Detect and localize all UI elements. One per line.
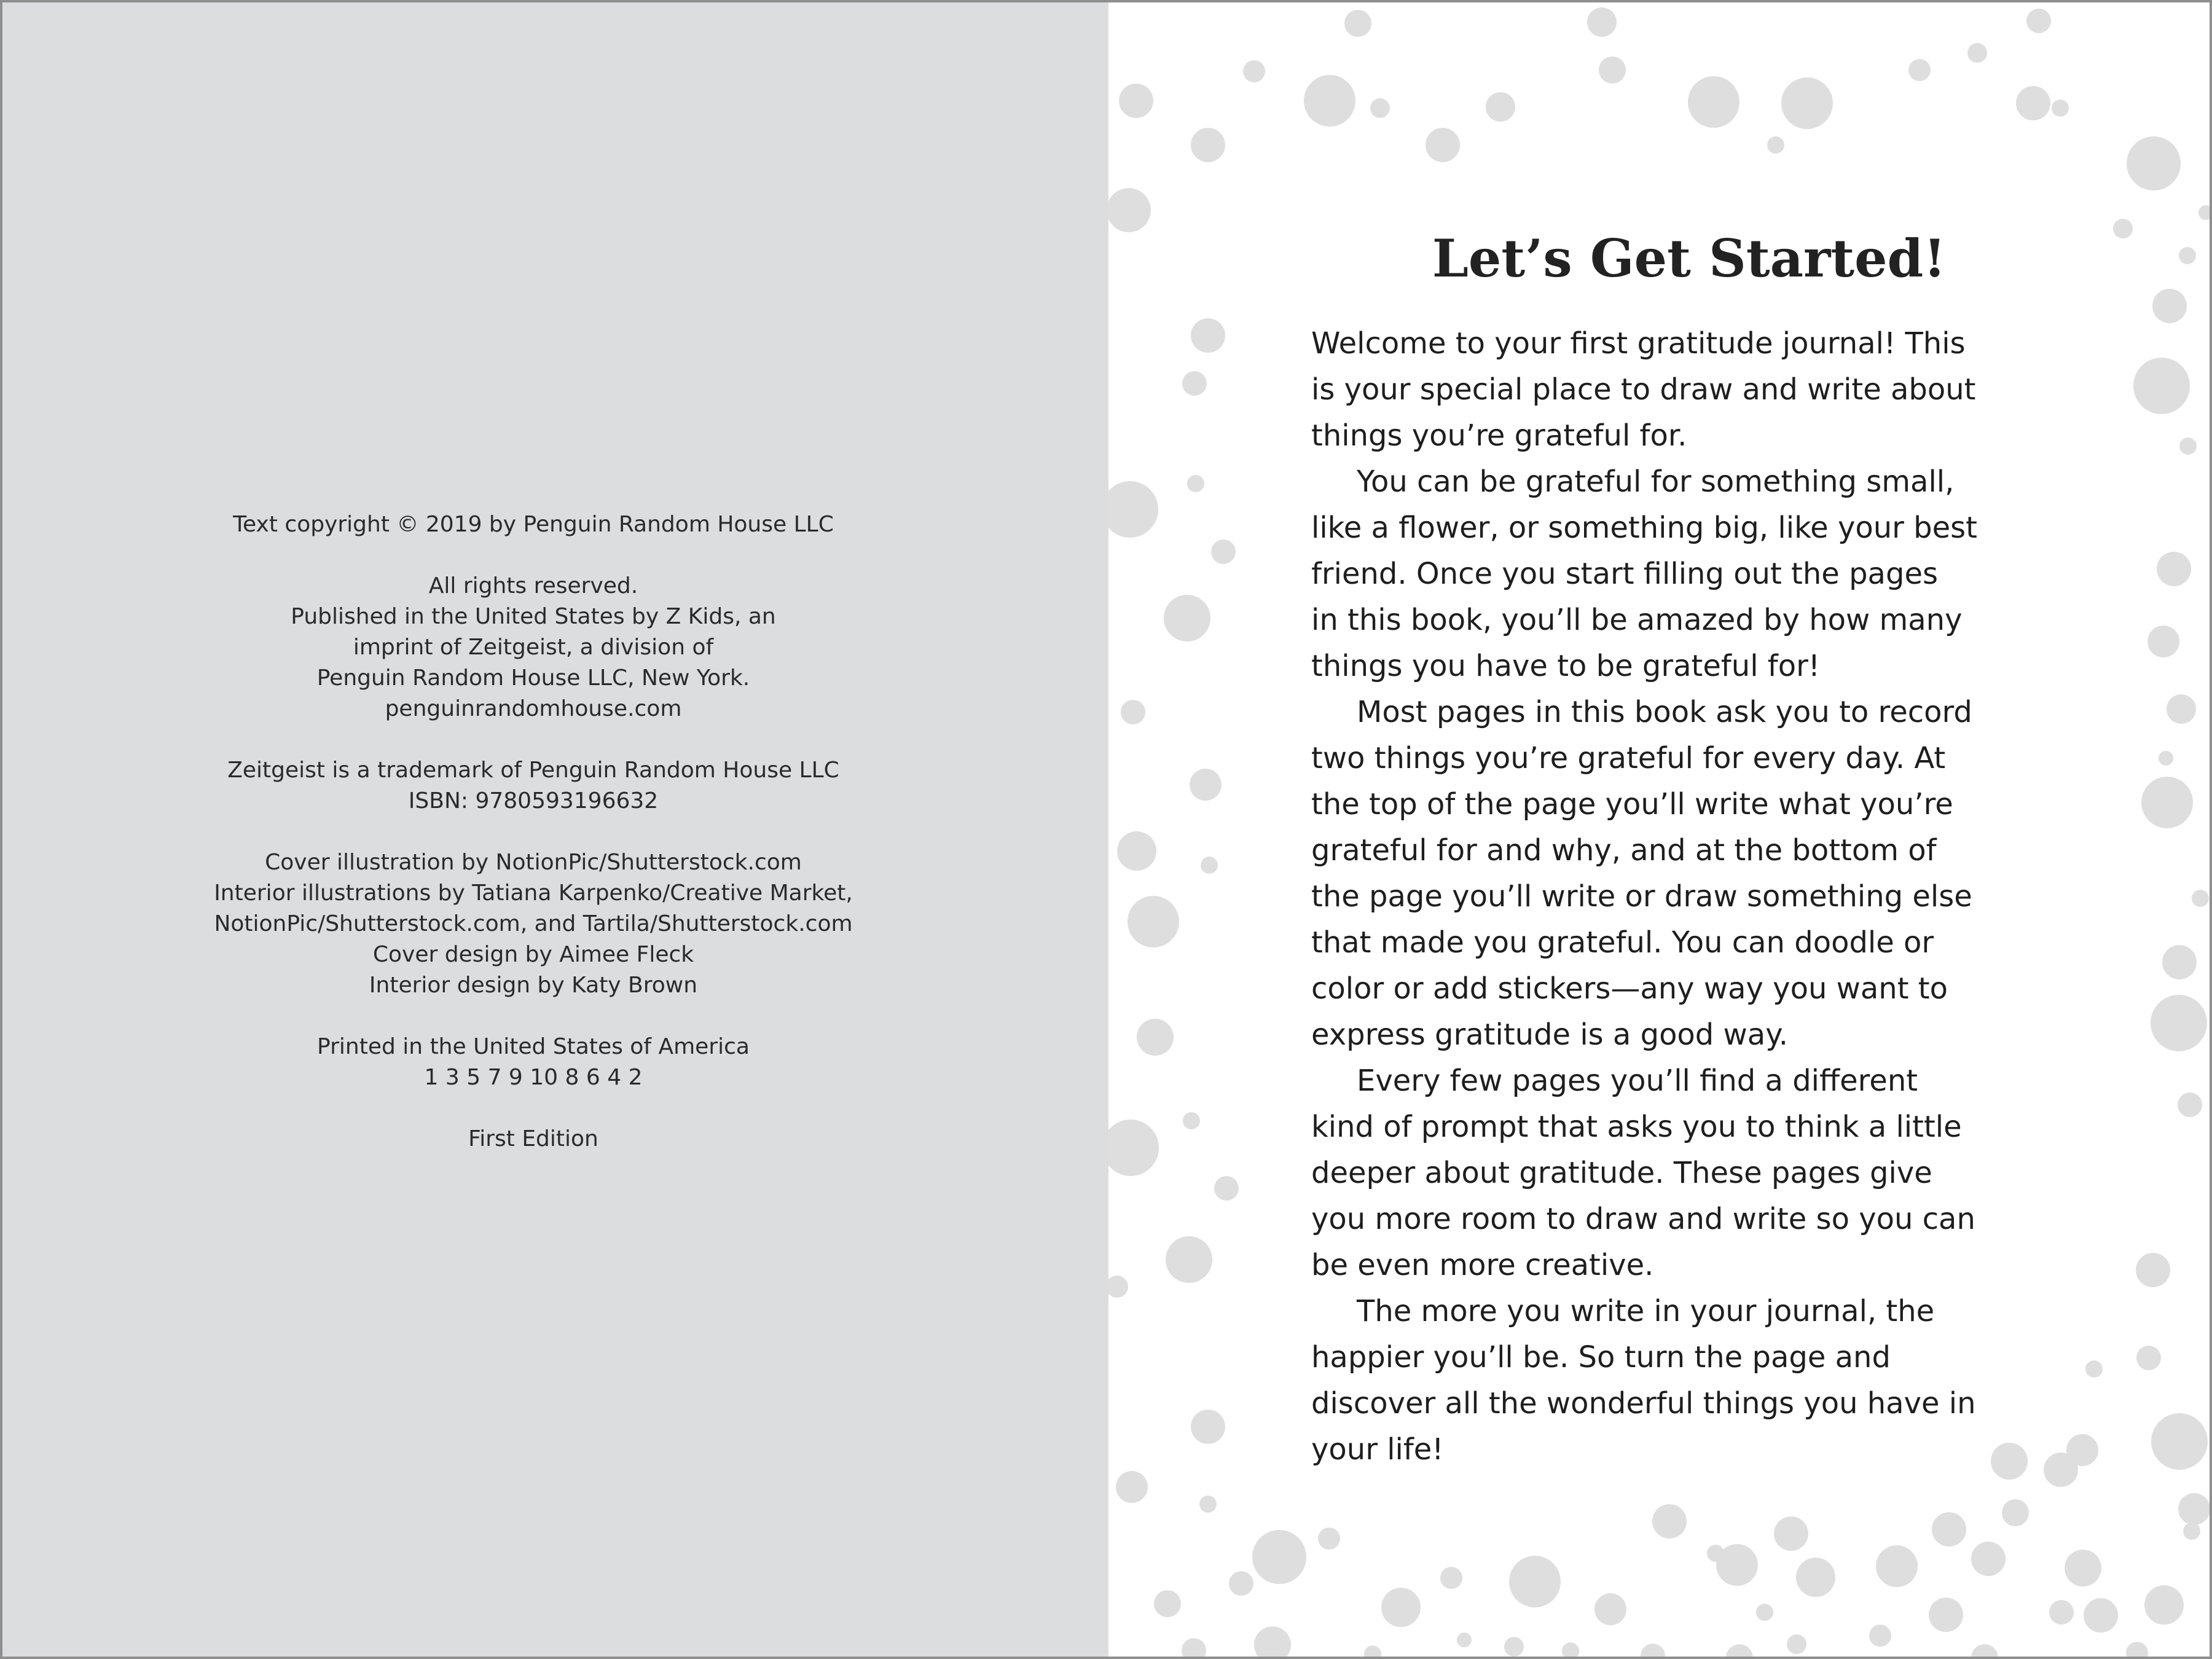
- decorative-dot: [1201, 857, 1218, 874]
- paragraph-line: things you have to be grateful for!: [1311, 649, 1821, 683]
- decorative-dot: [1796, 1558, 1835, 1597]
- paragraph-line: the page you’ll write or draw something else: [1311, 879, 1972, 914]
- decorative-dot: [1108, 188, 1151, 232]
- paragraph-line: friend. Once you start filling out the pages: [1311, 557, 1938, 591]
- decorative-dot: [2152, 289, 2187, 323]
- intro-paragraph: [1311, 689, 2067, 1058]
- intro-paragraph: [1311, 1058, 2067, 1288]
- decorative-dot: [1562, 1642, 1579, 1659]
- decorative-dot: [2113, 219, 2133, 238]
- decorative-dot: [2026, 9, 2051, 33]
- decorative-dot: [1869, 1625, 1891, 1647]
- decorative-dot: [2136, 1346, 2161, 1370]
- copyright-spacer: [2, 540, 1064, 571]
- copyright-line: Published in the United States by Z Kids, an: [291, 604, 776, 629]
- decorative-dot: [1440, 1567, 1462, 1589]
- copyright-line: penguinrandomhouse.com: [385, 696, 682, 721]
- copyright-line: Cover illustration by NotionPic/Shutterstock.com: [265, 850, 802, 875]
- copyright-text-block: [2, 509, 1064, 1155]
- intro-body-text: [1311, 321, 2067, 1473]
- decorative-dot: [2016, 86, 2050, 120]
- decorative-dot: [1504, 1637, 1524, 1657]
- decorative-dot: [1191, 318, 1225, 353]
- decorative-dot: [1108, 1120, 1159, 1176]
- intro-paragraph: [1311, 321, 2067, 459]
- paragraph-line: You can be grateful for something small,: [1357, 465, 1955, 499]
- decorative-dot: [1364, 1645, 1381, 1659]
- paragraph-line: two things you’re grateful for every day. At: [1311, 741, 1946, 775]
- decorative-dot: [1932, 1512, 1966, 1547]
- decorative-dot: [1587, 7, 1617, 37]
- decorative-dot: [1756, 1604, 1773, 1621]
- decorative-dot: [2151, 995, 2207, 1051]
- decorative-dot: [1199, 1496, 1217, 1513]
- decorative-dot: [1876, 1545, 1918, 1587]
- decorative-dot: [1137, 1019, 1174, 1056]
- decorative-dot: [2192, 890, 2209, 907]
- decorative-dot: [1243, 60, 1265, 82]
- decorative-dot: [1726, 1644, 1753, 1659]
- decorative-dot: [1182, 371, 1207, 396]
- decorative-dot: [1252, 1530, 1306, 1584]
- decorative-dot: [1370, 98, 1390, 118]
- decorative-dot: [2178, 1092, 2202, 1117]
- decorative-dot: [1971, 1542, 2006, 1576]
- decorative-dot: [1164, 595, 1210, 641]
- paragraph-line: in this book, you’ll be amazed by how many: [1311, 603, 1963, 637]
- decorative-dot: [2085, 1360, 2103, 1378]
- intro-content: [1311, 225, 2067, 1473]
- decorative-dot: [1774, 1516, 1808, 1551]
- copyright-line: Zeitgeist is a trademark of Penguin Random House LLC: [227, 758, 839, 783]
- decorative-dot: [2126, 1642, 2148, 1659]
- copyright-spacer: [2, 817, 1064, 847]
- decorative-dot: [1108, 1276, 1128, 1298]
- decorative-dot: [2151, 1413, 2208, 1470]
- decorative-dot: [2179, 437, 2197, 455]
- copyright-page: [2, 2, 1108, 1659]
- decorative-dot: [2084, 1598, 2118, 1633]
- copyright-line: First Edition: [468, 1126, 598, 1151]
- paragraph-line: grateful for and why, and at the bottom of: [1311, 833, 1937, 868]
- paragraph-line: discover all the wonderful things you have in: [1311, 1386, 1976, 1421]
- decorative-dot: [1166, 1236, 1212, 1283]
- paragraph-line: kind of prompt that asks you to think a little: [1311, 1110, 1962, 1144]
- paragraph-line: express gratitude is a good way.: [1311, 1018, 1789, 1052]
- decorative-dot: [1182, 1638, 1206, 1659]
- copyright-line: 1 3 5 7 9 10 8 6 4 2: [424, 1065, 643, 1090]
- decorative-dot: [1594, 1593, 1626, 1625]
- decorative-dot: [2162, 945, 2197, 979]
- decorative-dot: [1183, 1112, 1200, 1129]
- decorative-dot: [2147, 626, 2179, 657]
- decorative-dot: [2178, 1493, 2210, 1525]
- decorative-dot: [1716, 1544, 1758, 1586]
- decorative-dot: [2179, 247, 2196, 264]
- paragraph-line: like a flower, or something big, like your best: [1311, 511, 1977, 545]
- copyright-line: Penguin Random House LLC, New York.: [316, 665, 750, 691]
- decorative-dot: [2167, 694, 2196, 724]
- copyright-spacer: [2, 724, 1064, 755]
- copyright-line: Interior illustrations by Tatiana Karpenko/Creative Market,: [214, 880, 853, 906]
- decorative-dot: [1191, 128, 1225, 162]
- copyright-line: ISBN: 9780593196632: [408, 788, 659, 814]
- copyright-spacer: [2, 1001, 1064, 1032]
- decorative-dot: [1908, 59, 1931, 81]
- decorative-dot: [1117, 831, 1156, 871]
- copyright-line: imprint of Zeitgeist, a division of: [353, 635, 714, 660]
- decorative-dot: [2183, 1523, 2200, 1540]
- decorative-dot: [1767, 136, 1784, 154]
- decorative-dot: [2065, 1550, 2101, 1586]
- decorative-dot: [1187, 475, 1204, 492]
- decorative-dot: [2159, 751, 2173, 766]
- decorative-dot: [1652, 1504, 1687, 1539]
- copyright-line: Text copyright © 2019 by Penguin Random House LLC: [233, 512, 834, 537]
- decorative-dot: [1486, 92, 1515, 122]
- decorative-dot: [1154, 1590, 1181, 1617]
- decorative-dot: [1128, 896, 1179, 947]
- paragraph-line: your life!: [1311, 1432, 1444, 1467]
- decorative-dot: [2157, 552, 2191, 586]
- paragraph-line: things you’re grateful for.: [1311, 418, 1687, 453]
- decorative-dot: [1426, 128, 1460, 162]
- paragraph-line: is your special place to draw and write about: [1311, 372, 1976, 407]
- copyright-line: Printed in the United States of America: [317, 1034, 750, 1059]
- paragraph-line: color or add stickers—any way you want to: [1311, 971, 1948, 1006]
- copyright-spacer: [2, 1093, 1064, 1124]
- decorative-dot: [1971, 1644, 1998, 1659]
- paragraph-line: The more you write in your journal, the: [1357, 1294, 1935, 1328]
- intro-paragraph: [1311, 459, 2067, 689]
- decorative-dot: [1254, 1626, 1291, 1659]
- decorative-dot: [2136, 1253, 2170, 1287]
- decorative-dot: [1967, 43, 1987, 63]
- decorative-dot: [1457, 1633, 1472, 1647]
- decorative-dot: [2049, 1600, 2074, 1625]
- paragraph-line: Most pages in this book ask you to record: [1357, 695, 1972, 729]
- copyright-line: Cover design by Aimee Fleck: [372, 942, 694, 967]
- decorative-dot: [1381, 1588, 1421, 1627]
- decorative-dot: [1929, 1598, 1963, 1632]
- decorative-dot: [2141, 777, 2193, 828]
- paragraph-line: you more room to draw and write so you can: [1311, 1202, 1975, 1236]
- decorative-dot: [1304, 75, 1355, 127]
- paragraph-line: Welcome to your first gratitude journal! This: [1311, 326, 1966, 361]
- copyright-line: NotionPic/Shutterstock.com, and Tartila/Shutterstock.com: [214, 911, 853, 936]
- decorative-dot: [1641, 1644, 1665, 1659]
- copyright-line: Interior design by Katy Brown: [369, 973, 698, 998]
- paragraph-line: be even more creative.: [1311, 1248, 1654, 1282]
- decorative-dot: [1214, 1176, 1239, 1201]
- decorative-dot: [1191, 1410, 1225, 1444]
- decorative-dot: [1229, 1571, 1253, 1596]
- paragraph-line: the top of the page you’ll write what you’re: [1311, 787, 1953, 822]
- decorative-dot: [1121, 700, 1145, 724]
- decorative-dot: [2144, 1585, 2184, 1625]
- decorative-dot: [1190, 769, 1222, 801]
- intro-paragraph: [1311, 1288, 2067, 1473]
- decorative-dot: [1781, 77, 1833, 129]
- page-title: Let’s Get Started!: [1432, 228, 1947, 289]
- decorative-dot: [1688, 76, 1739, 128]
- decorative-dot: [2127, 136, 2181, 190]
- decorative-dot: [1211, 539, 1236, 564]
- copyright-line: All rights reserved.: [428, 573, 638, 598]
- intro-page: [1108, 2, 2212, 1659]
- decorative-dot: [2198, 205, 2212, 220]
- decorative-dot: [1509, 1556, 1561, 1607]
- paragraph-line: happier you’ll be. So turn the page and: [1311, 1340, 1891, 1375]
- decorative-dot: [1599, 57, 1626, 84]
- paragraph-line: Every few pages you’ll find a different: [1357, 1064, 1918, 1098]
- decorative-dot: [1344, 10, 1371, 37]
- decorative-dot: [2133, 358, 2190, 414]
- paragraph-line: that made you grateful. You can doodle or: [1311, 925, 1934, 960]
- decorative-dot: [1318, 1528, 1340, 1550]
- decorative-dot: [2052, 100, 2069, 117]
- decorative-dot: [1787, 1634, 1806, 1654]
- decorative-dot: [1116, 1471, 1148, 1503]
- decorative-dot: [2002, 1499, 2029, 1526]
- decorative-dot: [1119, 84, 1153, 118]
- paragraph-line: deeper about gratitude. These pages give: [1311, 1156, 1932, 1190]
- decorative-dot: [1108, 481, 1158, 538]
